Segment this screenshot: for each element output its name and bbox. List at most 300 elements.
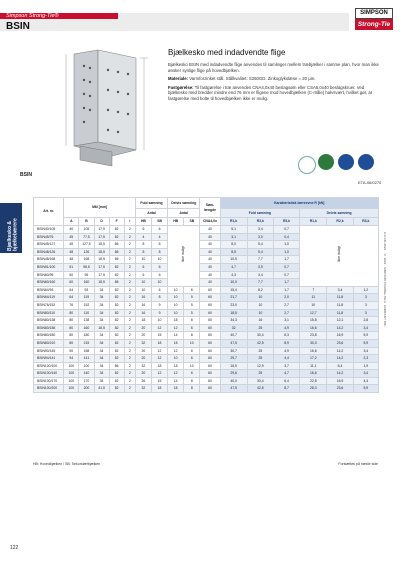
table-cell: 110 [79,309,94,317]
column-header: CNA4,0x [200,218,220,226]
table-cell: 17,2 [300,355,327,363]
table-cell: 11,1 [300,362,327,370]
table-cell: 2 [124,248,135,256]
table-cell: 15 [151,377,167,385]
table-cell: 45 [64,233,79,241]
table-cell: 2 [124,362,135,370]
table-cell: 80 [64,324,79,332]
table-cell: 6 [151,226,167,234]
table-cell: 100 [64,362,79,370]
table-cell: 94 [64,355,79,363]
table-cell: 2 [124,377,135,385]
table-cell: 30,4 [247,377,273,385]
table-cell: 8,5 [220,248,247,256]
table-cell: 8 [184,332,200,340]
table-cell: 14,2 [327,324,353,332]
fastening-label: Fastgørelse: [168,84,194,90]
table-row [34,385,379,393]
table-cell: 82 [109,263,124,271]
table-cell: 6 [151,271,167,279]
table-cell: 14,2 [327,347,353,355]
table-cell: 18 [168,362,184,370]
table-cell: 60 [200,324,220,332]
table-row [34,294,379,302]
drawing-caption: BSIN [20,172,32,178]
table-cell: 180 [79,332,94,340]
table-cell: 3,1 [220,233,247,241]
table-cell: 6 [184,370,200,378]
table-cell: 4,4 [353,377,378,385]
table-cell: 2 [124,226,135,234]
table-cell: 2,0 [273,294,299,302]
th-capacity: Karakteristisk bæreevne R [kN] [220,198,378,209]
table-cell: 2 [124,324,135,332]
table-cell: 168 [79,256,94,264]
table-row [34,355,379,363]
table-cell: 90 [64,347,79,355]
table-cell: 82 [109,339,124,347]
table-cell: 48 [64,248,79,256]
table-cell: 40 [64,226,79,234]
table-cell: 60 [200,339,220,347]
certification-badges [298,148,378,184]
oxidation-badge-icon [298,156,316,174]
table-cell: 18 [151,385,167,393]
table-cell: 28,3 [300,385,327,393]
table-cell: 3 [353,301,378,309]
table-cell: 6 [184,286,200,294]
table-row [34,226,379,234]
table-cell: 105 [79,226,94,234]
table-cell: 34 [94,309,109,317]
table-cell: 82 [109,377,124,385]
eu-star-badge-icon [338,154,354,170]
table-cell: 34 [94,294,109,302]
table-cell: 3,1 [273,317,299,325]
table-cell: 4,7 [220,263,247,271]
fastening-paragraph [168,85,380,102]
table-cell: 23,8 [300,332,327,340]
table-cell: 47,5 [220,385,247,393]
table-cell: 10 [135,256,151,264]
article-number-cell: BSIN100/100 [34,362,64,370]
column-header: SB [151,218,167,226]
table-cell: 14 [168,377,184,385]
table-cell: 2 [124,370,135,378]
continued-note: Fortsættes på næste side [338,462,378,466]
table-cell: 8 [151,241,167,249]
table-cell: 3,9 [247,263,273,271]
table-cell: 11,8 [327,294,353,302]
table-cell: 7,7 [247,256,273,264]
table-cell: 60 [200,355,220,363]
article-number-cell: BSIN60/95 [34,271,64,279]
table-cell: 60 [200,347,220,355]
table-cell: 152 [79,301,94,309]
table-cell: 6 [151,263,167,271]
logo-bottom-text: Strong-Tie [355,19,393,30]
table-cell: 22,8 [300,377,327,385]
table-cell: 16 [247,317,273,325]
table-cell: 20 [135,324,151,332]
table-cell: 76 [64,301,79,309]
table-cell: 18,5 [94,256,109,264]
table-cell: 20 [135,355,151,363]
table-cell: 12,1 [327,317,353,325]
table-cell: 47,5 [220,339,247,347]
table-cell: 3,4 [247,271,273,279]
table-cell: 16 [135,309,151,317]
table-cell: 1,2 [353,286,378,294]
table-row [34,332,379,340]
article-number-cell: BSIN64/93 [34,286,64,294]
table-cell: 6 [184,355,200,363]
table-cell: 82 [109,233,124,241]
table-cell: 25 [247,347,273,355]
th-cap-full: Fuld sømning [220,209,300,218]
table-cell: 6,3 [273,332,299,340]
table-cell: 23,6 [327,385,353,393]
table-cell: 2 [124,256,135,264]
table-cell: 8 [135,248,151,256]
table-cell: 2 [124,263,135,271]
table-cell: 11,8 [327,301,353,309]
article-number-cell: BSIN45/76 [34,233,64,241]
table-cell: 141 [79,355,94,363]
table-cell: 6,4 [327,362,353,370]
table-body [34,226,379,393]
table-cell: 15,8 [300,317,327,325]
table-cell: 10 [168,355,184,363]
table-cell: 60 [64,271,79,279]
table-cell: 6 [184,324,200,332]
table-cell: 32 [135,339,151,347]
table-cell: 34 [94,347,109,355]
table-cell: 100 [64,370,79,378]
table-cell: 48 [64,256,79,264]
table-cell: 2 [124,286,135,294]
table-cell: 16,9 [327,377,353,385]
table-cell: 9 [151,309,167,317]
table-cell: 86 [109,279,124,287]
table-cell: 160 [79,279,94,287]
table-cell: 5 [184,301,200,309]
table-cell: 82 [109,294,124,302]
table-cell: 2 [124,385,135,393]
table-cell: 60 [200,362,220,370]
table-cell: 2 [124,294,135,302]
table-cell: 14,2 [327,355,353,363]
table-cell: 0,7 [273,263,299,271]
table-cell: 4 [151,233,167,241]
table-cell: 1,0 [273,248,299,256]
table-cell: 4 [135,233,151,241]
table-cell: 10 [247,309,273,317]
table-cell: 98,5 [79,263,94,271]
page-number: 122 [10,545,19,551]
product-title: BSIN [6,21,30,32]
table-cell: 126 [79,248,94,256]
table-cell: 82 [109,324,124,332]
table-cell: 2,3 [353,355,378,363]
table-cell: 8 [135,241,151,249]
table-cell: 16,9 [327,332,353,340]
not-possible-capacity-cell [300,226,379,287]
table-cell: 5,9 [353,385,378,393]
table-cell: 10 [184,339,200,347]
table-cell: 25 [247,355,273,363]
th-cap-partial: Delvis sømning [300,209,379,218]
table-cell: 12,7 [300,309,327,317]
article-number-cell: BSIN100/200 [34,385,64,393]
simpson-logo [355,8,393,30]
table-cell: 3,4 [353,347,378,355]
table-cell: 0,4 [273,233,299,241]
table-cell: 12 [168,370,184,378]
table-cell: 18 [168,317,184,325]
table-cell: 51 [64,263,79,271]
table-cell: 18 [151,362,167,370]
table-cell: 5,9 [353,332,378,340]
article-number-cell: BSIN80/210 [34,339,64,347]
table-cell: 34 [94,355,109,363]
table-cell: 34 [94,301,109,309]
table-cell: 10 [184,362,200,370]
table-cell: 82 [109,301,124,309]
table-cell: 34 [94,377,109,385]
table-cell: 1,9 [353,362,378,370]
table-cell: 2 [124,301,135,309]
table-cell: 2,7 [273,301,299,309]
table-cell: 93 [79,286,94,294]
column-header: SB [184,218,200,226]
article-number-cell: BSIN40/105 [34,226,64,234]
table-cell: 16,6 [300,370,327,378]
table-cell: 10 [151,279,167,287]
table-cell: 2 [124,332,135,340]
table-cell: 82 [109,385,124,393]
table-cell: 82 [109,309,124,317]
table-cell: 100 [64,377,79,385]
column-header: R2,k [327,218,353,226]
table-cell: 8 [151,248,167,256]
materials-label: Materiale: [168,76,189,82]
table-cell: 100 [64,385,79,393]
table-cell: 26 [135,377,151,385]
table-cell: 60 [200,377,220,385]
table-cell: 12 [151,370,167,378]
table-row [34,317,379,325]
table-cell: 40 [200,248,220,256]
table-cell: 2,8 [353,317,378,325]
page-header [0,0,400,31]
table-cell: 1,7 [273,286,299,294]
table-cell: 8,0 [220,241,247,249]
table-cell: 3 [353,309,378,317]
table-cell: 34 [94,370,109,378]
table-cell: 6,4 [273,377,299,385]
article-number-cell: BSIN64/119 [34,294,64,302]
column-header: D [94,218,109,226]
table-cell: 10 [168,286,184,294]
product-drawing [40,46,160,181]
column-header: B [79,218,94,226]
table-row [34,286,379,294]
table-cell: 12 [168,347,184,355]
table-cell: 8 [184,377,200,385]
table-cell: 12 [151,324,167,332]
table-cell: 12,9 [247,362,273,370]
table-cell: 86 [109,362,124,370]
table-cell: 3,0 [247,233,273,241]
table-cell: 86 [109,248,124,256]
table-cell: 3,4 [353,370,378,378]
table-cell: 82 [109,355,124,363]
article-number-cell: BSIN51/100 [34,263,64,271]
table-cell: 23,0 [220,301,247,309]
table-cell: 5 [184,294,200,302]
table-cell: 160 [79,324,94,332]
column-header: R2,k [247,218,273,226]
table-cell: 6 [135,271,151,279]
table-cell: 6 [135,263,151,271]
table-cell: 40 [200,263,220,271]
table-cell: 3,4 [353,324,378,332]
table-cell: 40 [200,241,220,249]
column-header: HB [168,218,184,226]
table-cell: 34 [94,339,109,347]
table-cell: 4,9 [273,347,299,355]
table-cell: 10 [247,294,273,302]
table-cell: 64 [64,294,79,302]
not-possible-label: Ikke muligt [181,246,186,263]
section-side-tab-label: Bjælkesko & bjælkebærere [7,218,19,251]
table-cell: 11,8 [327,309,353,317]
table-row [34,309,379,317]
column-header: HB [135,218,151,226]
article-number-cell: BSIN94/141 [34,355,64,363]
table-cell: 8,9 [273,339,299,347]
table-cell: 60 [200,332,220,340]
table-cell: 5,4 [247,241,273,249]
table-cell: 2 [124,279,135,287]
table-cell: 16,6 [300,324,327,332]
table-cell: 42,5 [247,339,273,347]
table-cell: 2 [124,309,135,317]
logo-top-text: SIMPSON [355,8,393,19]
table-cell: 80 [64,339,79,347]
table-cell: 86 [109,256,124,264]
table-cell: 2,7 [273,309,299,317]
table-cell: 140 [79,370,94,378]
table-cell: 119 [79,294,94,302]
article-number-cell: BSIN80/180 [34,332,64,340]
table-cell: 8,7 [273,385,299,393]
table-cell: 20 [135,332,151,340]
table-cell: 10 [168,294,184,302]
table-cell: 60 [200,370,220,378]
table-cell: 18,5 [220,309,247,317]
table-cell: 77,5 [79,233,94,241]
table-cell: 4,3 [220,271,247,279]
table-cell: 1,7 [273,256,299,264]
table-cell: 34 [94,286,109,294]
table-cell: 11 [300,294,327,302]
table-cell: 2 [124,233,135,241]
table-cell: 6 [151,286,167,294]
table-cell: 45 [64,241,79,249]
table-cell: 215 [79,339,94,347]
table-cell: 29,7 [220,355,247,363]
table-cell: 41,5 [94,385,109,393]
th-art: Art. nr. [34,198,64,226]
table-cell: 60 [200,301,220,309]
table-cell: 30,7 [220,347,247,355]
table-cell: 4,4 [273,355,299,363]
table-cell: 18 [151,339,167,347]
table-cell: 5,1 [220,226,247,234]
description-title: Bjælkesko med indadvendte flige [168,48,286,57]
table-cell: 18 [135,317,151,325]
table-cell: 60 [200,286,220,294]
th-partial: Delvis sømning [168,198,200,209]
table-row [34,362,379,370]
table-cell: 127,5 [79,241,94,249]
table-cell: 32 [135,385,151,393]
table-cell: 10 [300,301,327,309]
table-cell: 34 [94,317,109,325]
article-number-cell: BSIN90/145 [34,347,64,355]
article-number-cell: BSIN100/140 [34,370,64,378]
table-cell: 14,2 [327,370,353,378]
table-cell: 16 [135,294,151,302]
table-cell: 95 [79,271,94,279]
table-cell: 80 [64,332,79,340]
table-cell: 170 [79,377,94,385]
table-cell: 25 [247,324,273,332]
table-cell: 32 [220,324,247,332]
table-cell: 200 [79,385,94,393]
specification-table [33,197,379,393]
table-cell: 25 [247,370,273,378]
specification-table-wrapper [33,197,379,393]
article-number-cell: BSIN80/110 [34,309,64,317]
table-row [34,301,379,309]
table-cell: 20 [135,370,151,378]
article-number-cell: BSIN100/170 [34,377,64,385]
table-cell: 3,4 [247,226,273,234]
side-copyright-note: C-C-DK-2023 · © 2022 · SIMPSON STRONG-TIE® COMPANY INC. [383,232,387,327]
table-cell: 60 [64,279,79,287]
table-cell: 40,7 [220,332,247,340]
materials-text: Varmforzinket stål. Stålkvalitet: S250GD. Zinkoglykslæse = 20 µm. [189,76,316,82]
table-cell: 4,7 [273,370,299,378]
table-cell: 10 [151,256,167,264]
table-cell: 10,5 [220,256,247,264]
table-cell: 32 [135,362,151,370]
th-dims: Mål [mm] [64,198,136,218]
table-footnote: HB: Hovedbjælken / SB: Sekundærbjælken [33,462,101,466]
table-cell: 10 [247,301,273,309]
table-cell: 17,5 [94,233,109,241]
not-possible-cell [168,226,200,287]
table-header [34,198,379,226]
table-cell: 29,6 [220,370,247,378]
th-partial-count: Antal [168,209,200,218]
table-row [34,377,379,385]
table-cell: 8,2 [247,286,273,294]
table-cell: 2 [124,347,135,355]
